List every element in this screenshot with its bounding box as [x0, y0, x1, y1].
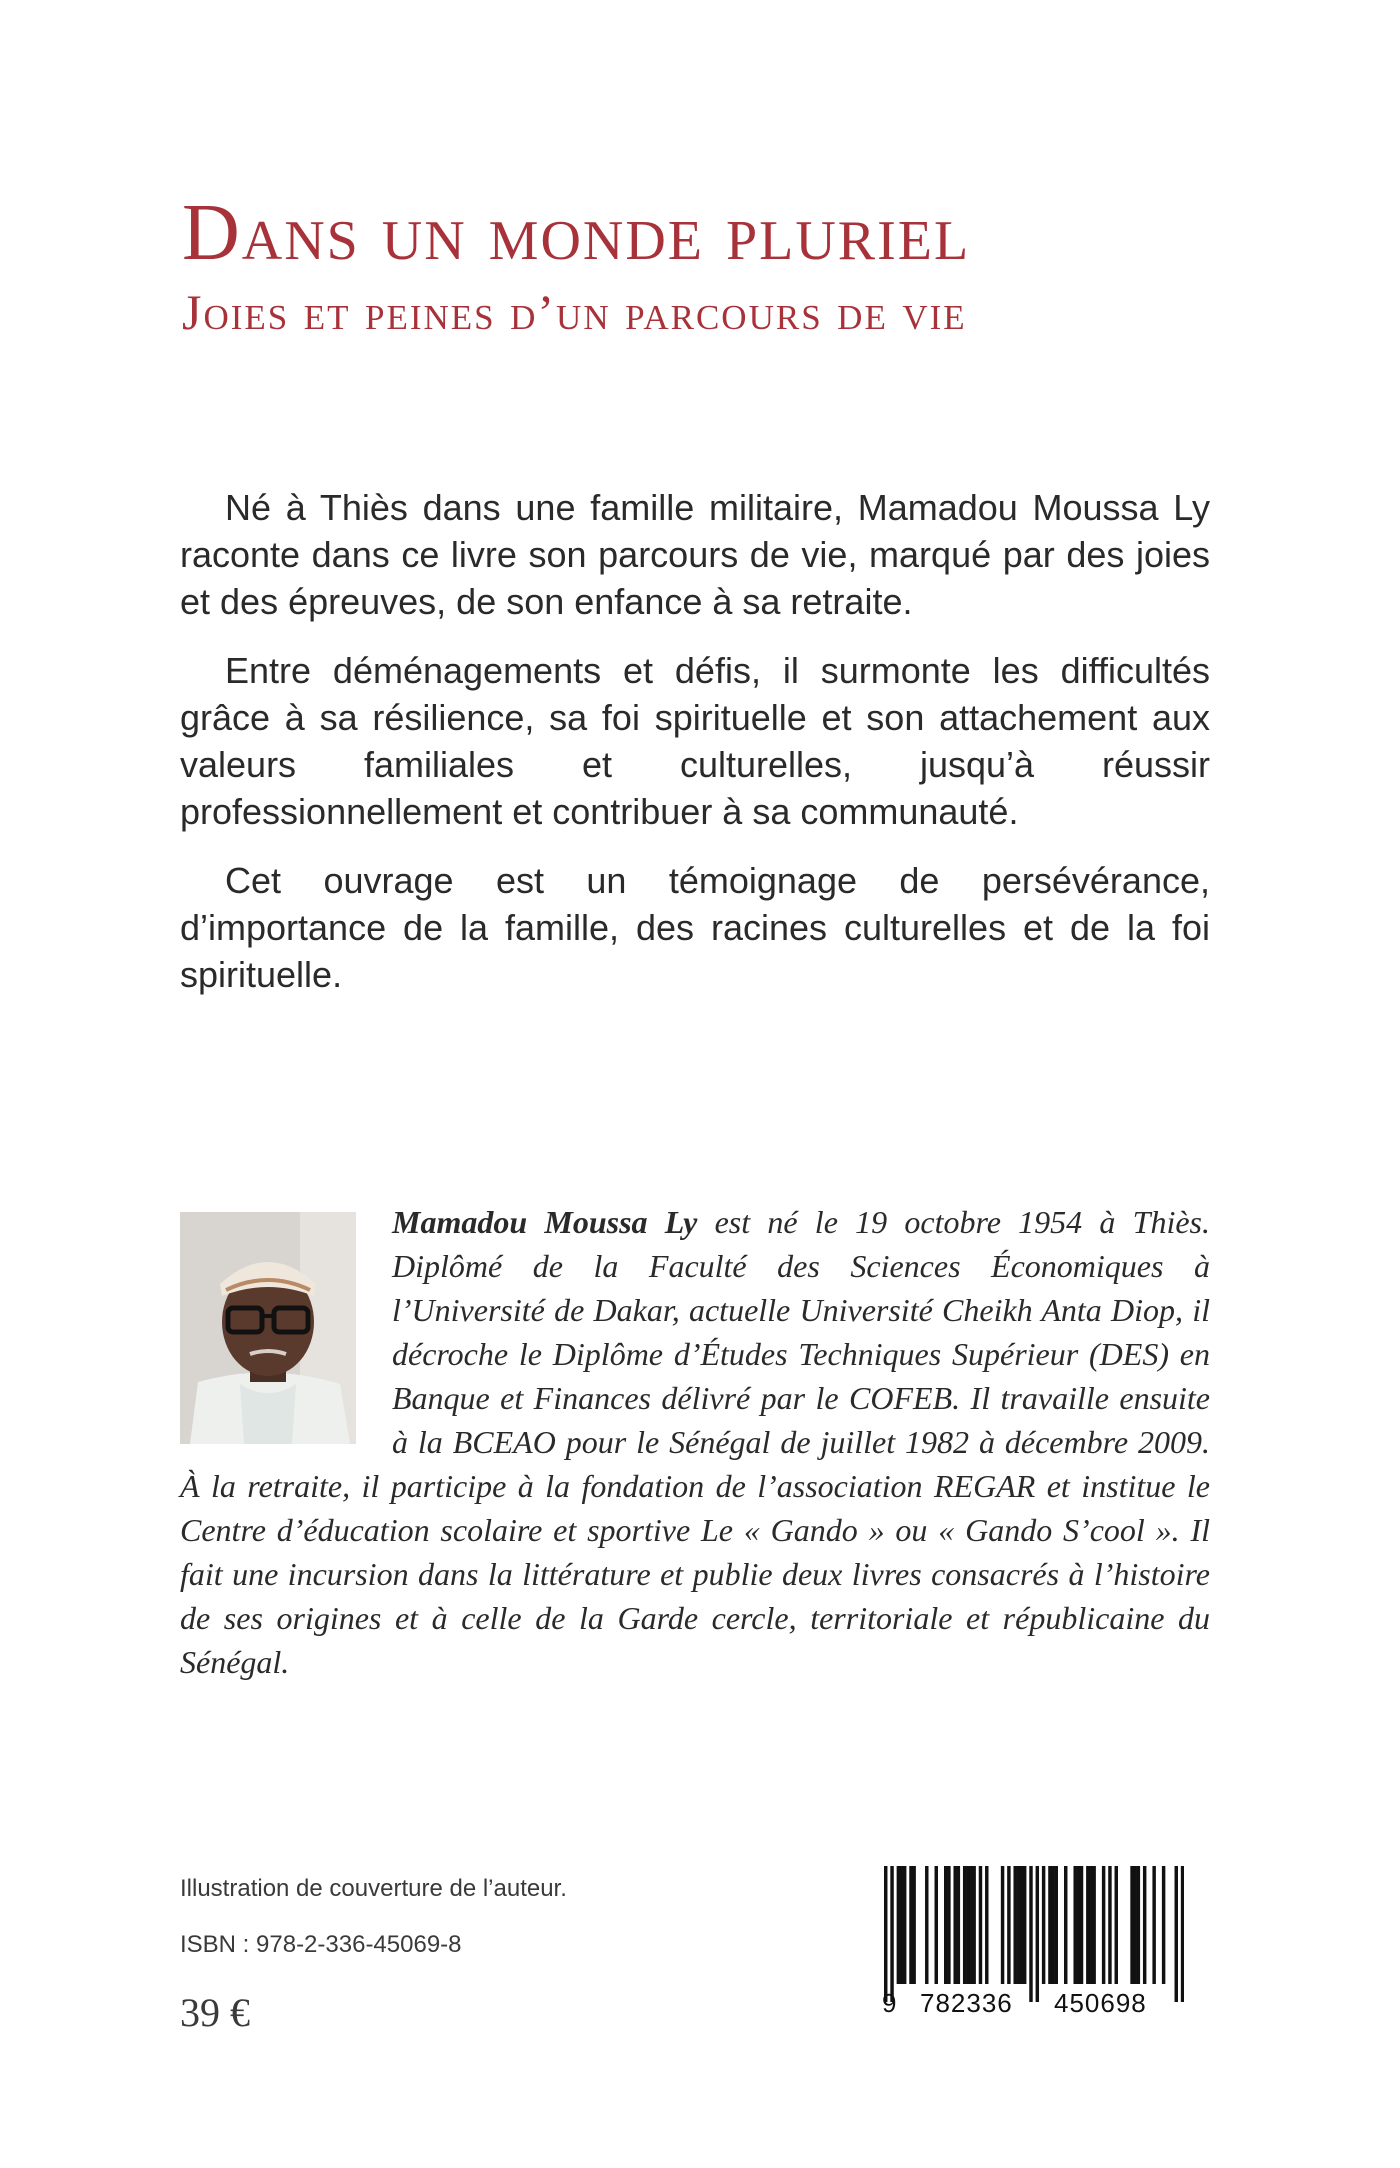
barcode-bar — [1007, 1866, 1010, 1984]
barcode-bar — [1055, 1866, 1058, 1984]
barcode-bar — [1175, 1866, 1178, 2002]
barcode-bar — [1080, 1866, 1083, 1984]
barcode-bar — [912, 1866, 915, 1984]
barcode-bar — [1077, 1866, 1080, 1984]
barcode-bar — [925, 1866, 928, 1984]
barcode-bar — [953, 1866, 956, 1984]
barcode-bar — [966, 1866, 969, 1984]
barcode-bar — [963, 1866, 966, 1984]
barcode-bar — [890, 1866, 893, 2002]
barcode-bar — [1162, 1866, 1165, 1984]
barcode-bar — [1181, 1866, 1184, 2002]
barcode-bar — [1130, 1866, 1133, 1984]
barcode-bar — [1102, 1866, 1105, 1984]
barcode-bar — [1092, 1866, 1095, 1984]
blurb-paragraph-2: Entre déménagements et défis, il surmonte les difficultés grâce à sa résilience, sa foi spirituelle et son attachement aux valeurs familiales et culturelles, jusqu’à réussir professionnellement et contribuer à sa communauté. — [180, 650, 1210, 832]
author-block — [180, 1200, 1210, 1684]
barcode-bar — [1042, 1866, 1045, 1984]
book-subtitle: Joies et peines d’un parcours de vie — [182, 284, 967, 340]
author-bio-text: est né le 19 octobre 1954 à Thiès. Diplômé de la Faculté des Sciences Économiques à l’Université de Dakar, actuelle Université Cheikh Anta Diop, il décroche le Diplôme d’Études Techniques Supérieur (DES) en Banque et Finances délivré par le COFEB. Il travaille ensuite à la BCEAO pour le Sénégal de juillet 1982 à décembre 2009. À la retraite, il participe à la fondation de l’association REGAR et institue le Centre d’éducation scolaire et sportive Le « Gando » ou « Gando S’cool ». Il fait une incursion dans la littérature et publie deux livres consacrés à l’histoire de ses origines et à celle de la Garde cercle, territoriale et républicaine du Sénégal. — [180, 1204, 1211, 1680]
barcode-bar — [1023, 1866, 1026, 1984]
barcode-bar — [1036, 1866, 1039, 2002]
barcode-bar — [935, 1866, 938, 1984]
barcode-bar — [985, 1866, 988, 1984]
barcode-bar — [1108, 1866, 1111, 1984]
barcode-lead-digit: 9 — [882, 1988, 897, 2018]
title-block — [182, 188, 1282, 342]
barcode-bar — [1020, 1866, 1023, 1984]
barcode-bar — [1115, 1866, 1118, 1984]
barcode-bar — [944, 1866, 947, 1984]
barcode-bar — [1137, 1866, 1140, 1984]
barcode-bar — [947, 1866, 950, 1984]
barcode-bar — [1152, 1866, 1155, 1984]
back-cover-blurb — [180, 484, 1210, 1020]
barcode-bar — [1048, 1866, 1051, 1984]
barcode-bar — [1064, 1866, 1067, 1984]
barcode-bar — [1051, 1866, 1054, 1984]
barcode-bar — [1029, 1866, 1032, 2002]
barcode-bar — [979, 1866, 982, 1984]
barcode-bar — [909, 1866, 912, 1984]
barcode-bar — [1143, 1866, 1146, 1984]
barcode-bar — [1086, 1866, 1089, 1984]
barcode-bar — [903, 1866, 906, 1984]
footer-left — [180, 1874, 780, 2036]
barcode-group-1: 782336 — [920, 1988, 1013, 2018]
price: 39 € — [180, 1990, 250, 2035]
barcode-bar — [884, 1866, 887, 2002]
barcode-bar — [900, 1866, 903, 1984]
author-portrait-illustration — [180, 1212, 356, 1444]
barcode-bar — [1089, 1866, 1092, 1984]
barcode-group-2: 450698 — [1054, 1988, 1147, 2018]
book-title: Dans un monde pluriel — [182, 189, 971, 277]
barcode-bar — [957, 1866, 960, 1984]
blurb-paragraph-3: Cet ouvrage est un témoignage de persévérance, d’importance de la famille, des racines culturelles et de la foi spirituelle. — [180, 860, 1210, 995]
barcode-bar — [972, 1866, 975, 1984]
barcode-bar — [969, 1866, 972, 1984]
cover-illustration-credit: Illustration de couverture de l’auteur. — [180, 1875, 567, 1902]
isbn: ISBN : 978-2-336-45069-8 — [180, 1931, 462, 1958]
blurb-paragraph-1: Né à Thiès dans une famille militaire, Mamadou Moussa Ly raconte dans ce livre son parcours de vie, marqué par des joies et des épreuves, de son enfance à sa retraite. — [180, 487, 1210, 622]
barcode-bar — [1001, 1866, 1004, 1984]
isbn-barcode — [884, 1866, 1184, 2002]
barcode-bar — [897, 1866, 900, 1984]
barcode-bar — [1073, 1866, 1076, 1984]
barcode-bar — [1013, 1866, 1016, 1984]
author-name: Mamadou Moussa Ly — [392, 1204, 698, 1240]
author-photo — [180, 1212, 356, 1444]
barcode-bar — [1017, 1866, 1020, 1984]
barcode-bar — [1133, 1866, 1136, 1984]
